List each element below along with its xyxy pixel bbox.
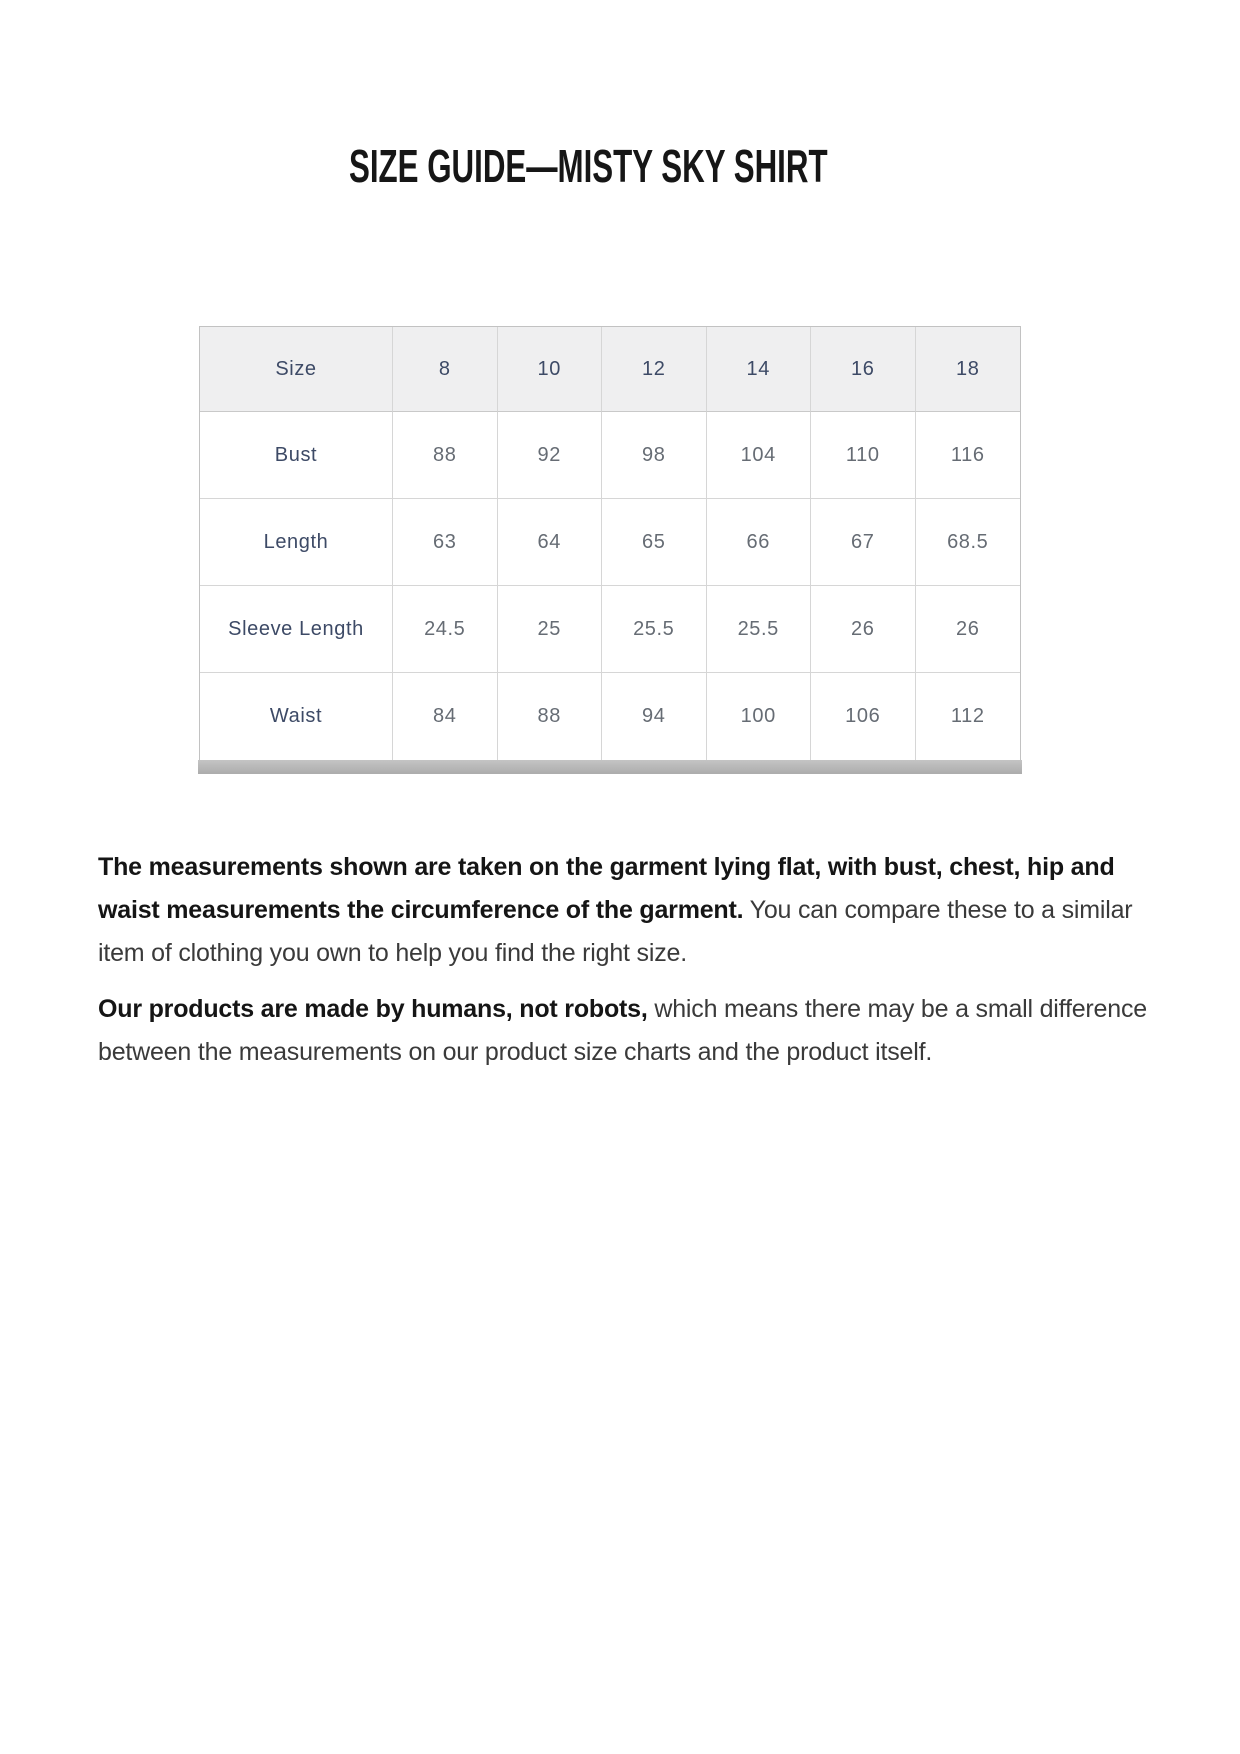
paragraph-measurements	[98, 846, 1150, 975]
cell-value: 112	[950, 705, 985, 727]
paragraph-handmade	[98, 988, 1150, 1074]
cell-value: 25	[498, 586, 603, 673]
table-header-row	[200, 327, 1020, 412]
header-cell-size-18: 18	[916, 327, 1021, 412]
cell-value: 106	[811, 673, 916, 760]
cell-value: 88	[498, 673, 603, 760]
size-guide-table	[199, 326, 1021, 761]
cell-value: 66	[707, 499, 812, 586]
header-cell-size: Size	[200, 327, 393, 412]
cell-value: 64	[498, 499, 603, 586]
cell-value: 65	[602, 499, 707, 586]
header-cell-size-8: 8	[393, 327, 498, 412]
cell-value: 26	[811, 586, 916, 673]
cell-value: 63	[393, 499, 498, 586]
table-row-length	[200, 499, 1020, 586]
row-label: Bust	[200, 412, 393, 499]
paragraph-bold-lead: The measurements shown are taken on the garment lying flat, with bust, chest, hip and waist measurements the circumference of the garment.	[98, 853, 1115, 924]
cell-value: 84	[393, 673, 498, 760]
header-cell-size-12: 12	[602, 327, 707, 412]
table-horizontal-scrollbar[interactable]	[198, 760, 1022, 774]
header-cell-size-14: 14	[707, 327, 812, 412]
body-copy	[98, 846, 1150, 1087]
row-label: Length	[200, 499, 393, 586]
cell-value: 24.5	[393, 586, 498, 673]
paragraph-bold-lead: Our products are made by humans, not robots,	[98, 995, 648, 1023]
cell-value: 100	[707, 673, 812, 760]
cell-value: 25.5	[602, 586, 707, 673]
table-row-bust	[200, 412, 1020, 499]
cell-value: 88	[393, 412, 498, 499]
paragraph-regular-text: You can compare these to a similar item of clothing you own to help you find the right size.	[98, 896, 1133, 967]
cell-value: 25.5	[707, 586, 812, 673]
cell-value: 104	[707, 412, 812, 499]
cell-value: 94	[602, 673, 707, 760]
cell-value: 116	[916, 412, 1021, 499]
cell-value: 26	[916, 586, 1021, 673]
table-row-sleeve-length	[200, 586, 1020, 673]
header-cell-size-10: 10	[498, 327, 603, 412]
page-title: SIZE GUIDE—MISTY SKY SHIRT	[349, 140, 828, 192]
cell-value: 92	[498, 412, 603, 499]
cell-value: 68.5	[916, 499, 1021, 586]
header-cell-size-16: 16	[811, 327, 916, 412]
paragraph-regular-text: which means there may be a small difference between the measurements on our product size charts and the product itself.	[98, 995, 1147, 1066]
row-label: Sleeve Length	[200, 586, 393, 673]
cell-value: 110	[811, 412, 916, 499]
cell-value: 98	[602, 412, 707, 499]
row-label: Waist	[200, 673, 393, 760]
cell-value: 67	[811, 499, 916, 586]
table-row-waist	[200, 673, 1020, 760]
